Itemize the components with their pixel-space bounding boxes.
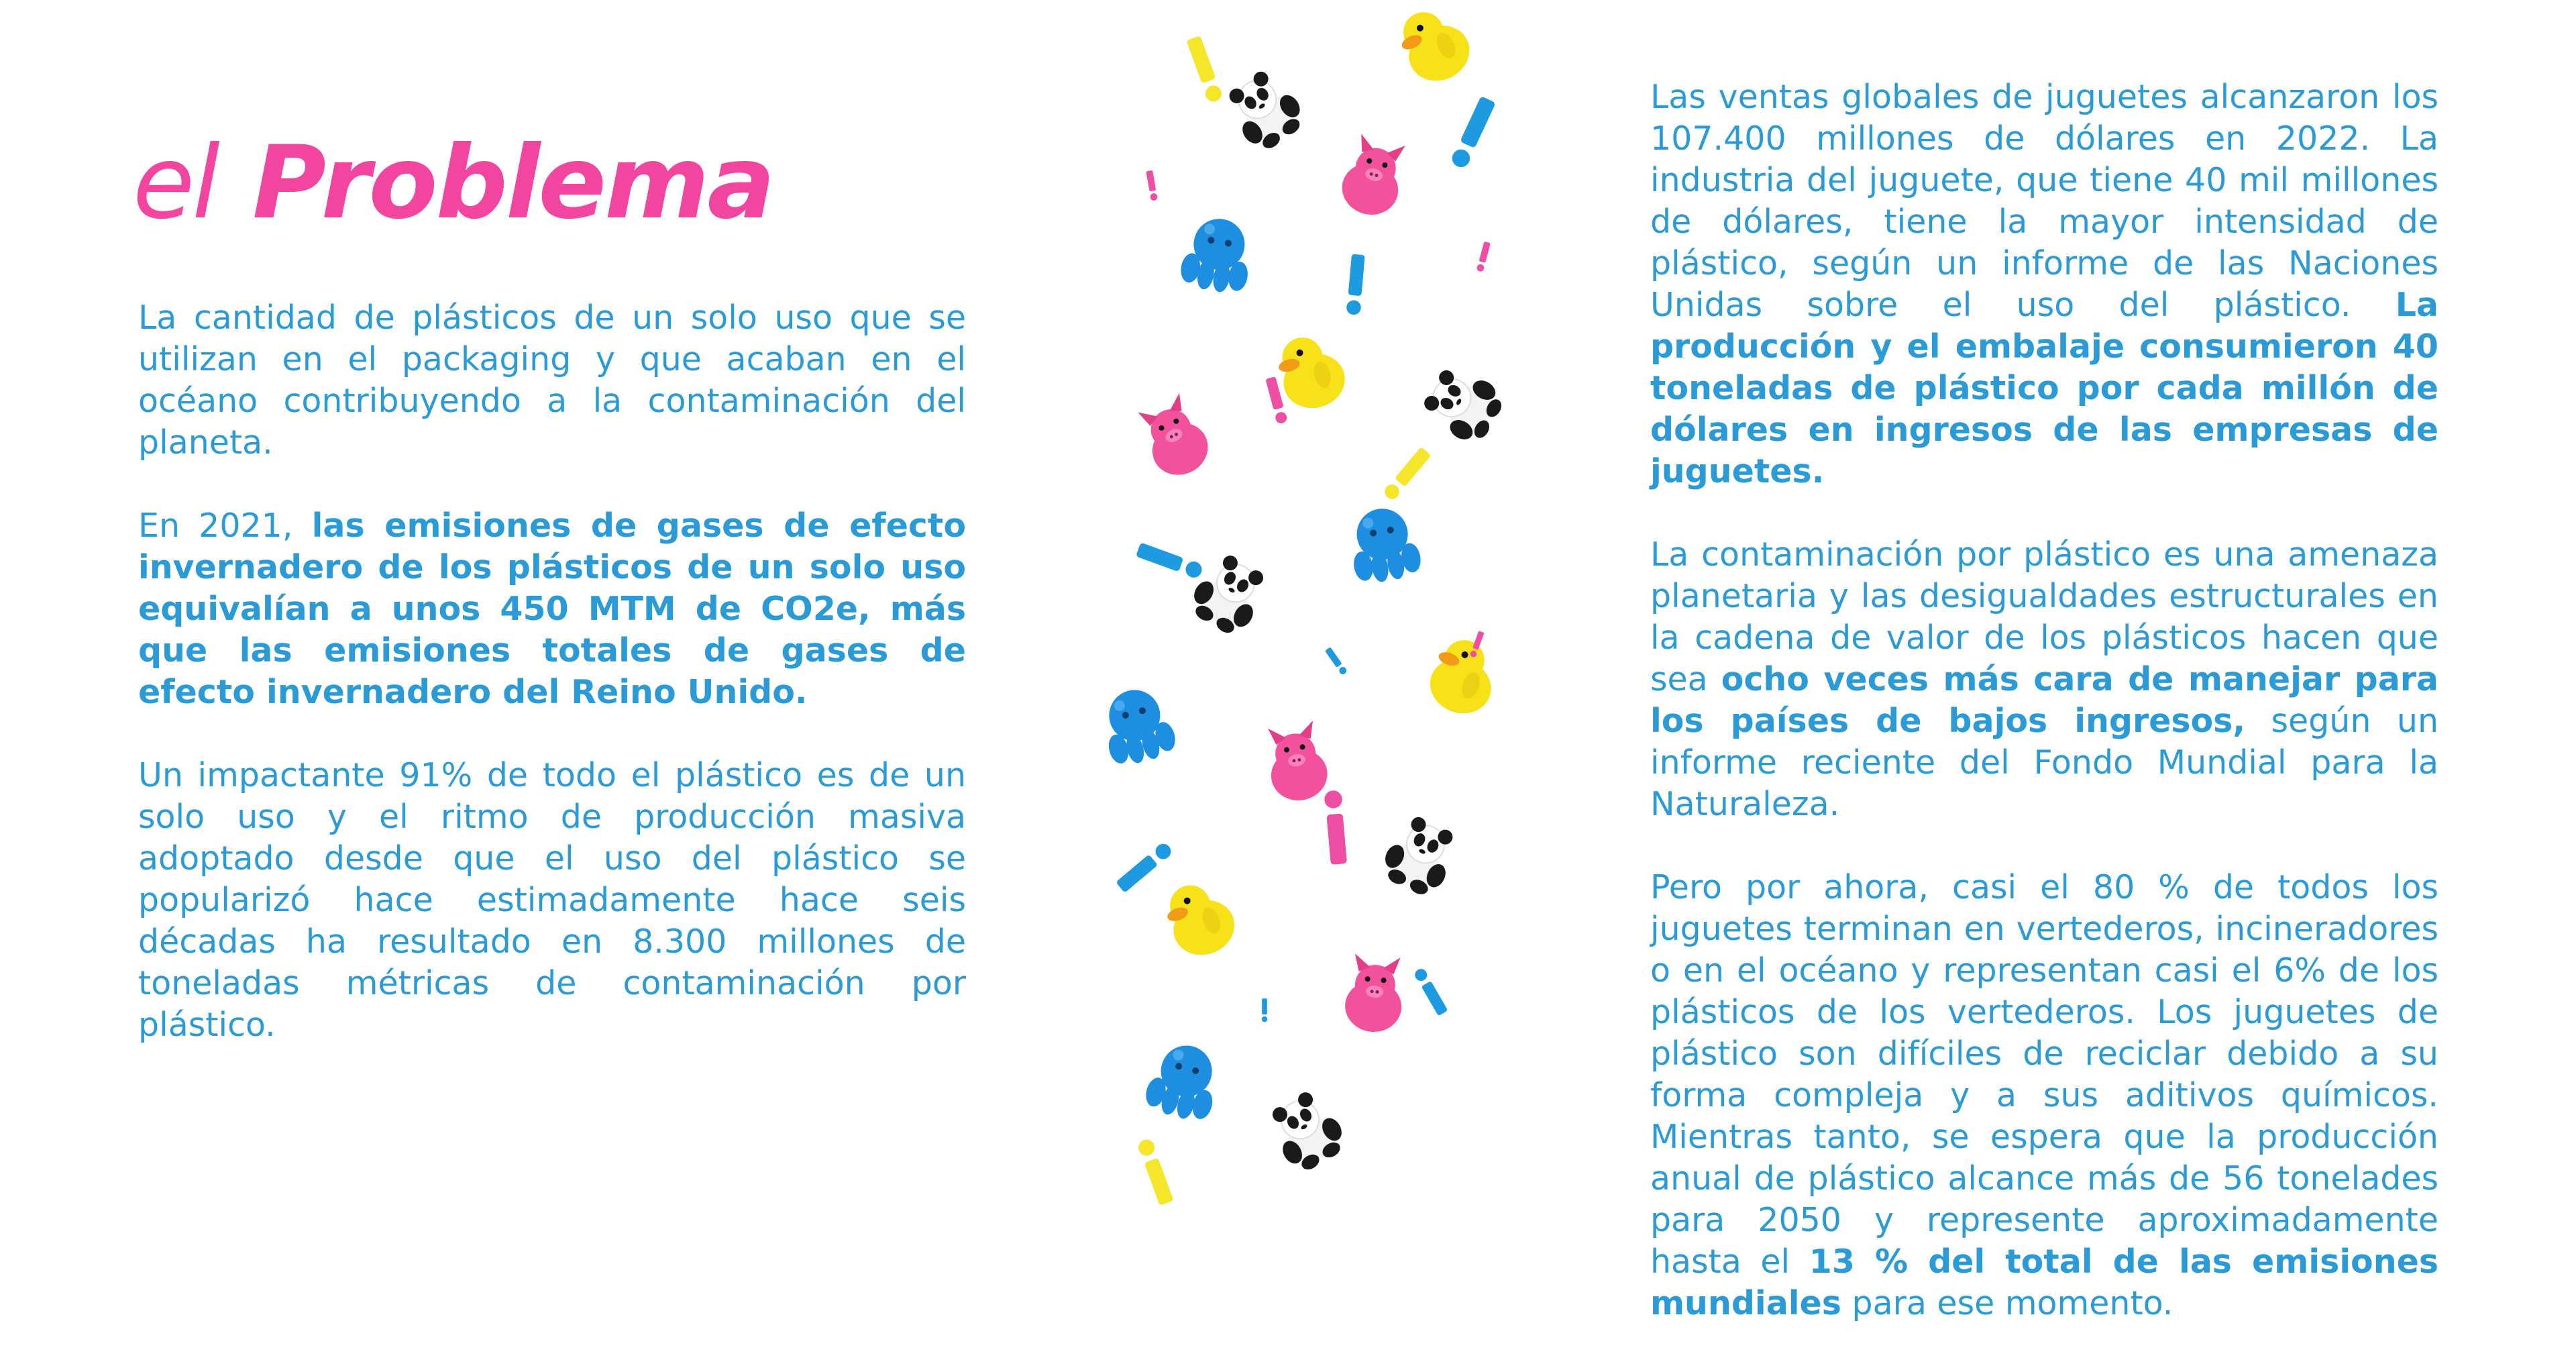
right-p3-highlight: 13 % del total de las emisiones mundiales — [1650, 1243, 2438, 1322]
right-paragraph-2 — [1650, 534, 2438, 825]
octopus-toy — [1345, 503, 1424, 586]
left-text-column — [138, 297, 966, 1088]
exclamation-mark — [1136, 1137, 1175, 1206]
duck-toy — [1392, 0, 1479, 91]
exclamation-mark — [1449, 96, 1496, 170]
octopus-toy — [1178, 213, 1256, 297]
panda-toy — [1219, 63, 1311, 157]
title-main: Problema — [252, 125, 773, 242]
left-paragraph-2 — [138, 505, 966, 713]
panda-toy — [1262, 1085, 1352, 1177]
right-p2-text: La contaminación por plástico es una amenaza planetaria y las desigualdades estructurales en la cadena de valor de los plásticos hacen que sea — [1650, 535, 2438, 698]
duck-toy — [1159, 874, 1242, 963]
pig-toy — [1133, 390, 1216, 484]
right-p3-text-end: para ese momento. — [1841, 1284, 2174, 1322]
left-p2-text: En 2021, — [138, 507, 312, 545]
right-p2-highlight: ocho veces más cara de manejar para los países de bajos ingresos, — [1650, 660, 2438, 740]
exclamation-mark — [1262, 998, 1267, 1022]
panda-toy — [1417, 360, 1509, 450]
right-p1-highlight: La producción y el embalaje consumieron 40 toneladas de plástico por cada millón de dólares en ingresos de las empresas de juguetes. — [1650, 286, 2438, 490]
exclamation-mark — [1116, 841, 1174, 894]
pig-toy — [1343, 953, 1406, 1035]
exclamation-mark — [1476, 242, 1491, 272]
title-article: el — [133, 125, 217, 242]
right-p2-text-end: según un informe reciente del Fondo Mundial para la Naturaleza. — [1650, 702, 2439, 823]
exclamation-mark — [1186, 36, 1224, 104]
right-p3-text: Pero por ahora, casi el 80 % de todos los juguetes terminan en vertederos, incineradores o en el océano y representan casi el 6% de los plásticos de los vertederos. Los juguetes de plástico son difíciles de reciclar debido a su forma compleja y a sus aditivos químicos. Mientras tanto, se espera que la producción anual de plástico alcance más de 56 tonelades para 2050 y represente aproximadamente hasta el — [1650, 868, 2438, 1281]
exclamation-mark — [1146, 170, 1158, 201]
exclamation-mark — [1413, 967, 1448, 1016]
exclamation-mark — [1382, 446, 1432, 502]
exclamation-mark — [1136, 542, 1204, 580]
right-text-column — [1650, 76, 2438, 1366]
exclamation-mark — [1346, 254, 1365, 315]
left-paragraph-1 — [138, 297, 966, 464]
exclamation-mark — [1324, 790, 1348, 865]
left-p3-text: Un impactante 91% de todo el plástico es de un solo uso y el ritmo de producción masiva adoptado desde que el uso del plástico se popularizó hace estimadamente hace seis décadas ha resultado en 8.300 millones de toneladas métricas de contaminación por plástico. — [138, 756, 966, 1044]
duck-toy — [1273, 329, 1351, 415]
pig-toy — [1336, 132, 1411, 221]
right-p1-text: Las ventas globales de juguetes alcanzaron los 107.400 millones de dólares en 2022. La industria del juguete, que tiene 40 mil millones de dólares, tiene la mayor intensidad de plástico, según un informe de las Naciones Unidas sobre el uso del plástico. — [1650, 78, 2438, 324]
left-paragraph-3 — [138, 755, 966, 1046]
panda-toy — [1184, 548, 1274, 641]
panda-toy — [1377, 810, 1464, 901]
octopus-toy — [1142, 1038, 1226, 1125]
page-title — [133, 125, 773, 242]
left-p1-text: La cantidad de plásticos de un solo uso que se utilizan en el packaging y que acaban en el océano contribuyendo a la contaminación del planeta. — [138, 299, 966, 462]
exclamation-mark — [1325, 647, 1348, 676]
pig-toy — [1263, 720, 1332, 805]
duck-toy — [1422, 633, 1505, 722]
right-paragraph-3 — [1650, 867, 2438, 1324]
right-paragraph-1 — [1650, 76, 2438, 492]
octopus-toy — [1095, 682, 1179, 770]
left-p2-highlight: las emisiones de gases de efecto invernadero de los plásticos de un solo uso equivalían a unos 450 MTM de CO2e, más que las emisiones totales de gases de efecto invernadero del Reino Unido. — [138, 507, 966, 711]
toys-illustration — [1060, 0, 1597, 1242]
